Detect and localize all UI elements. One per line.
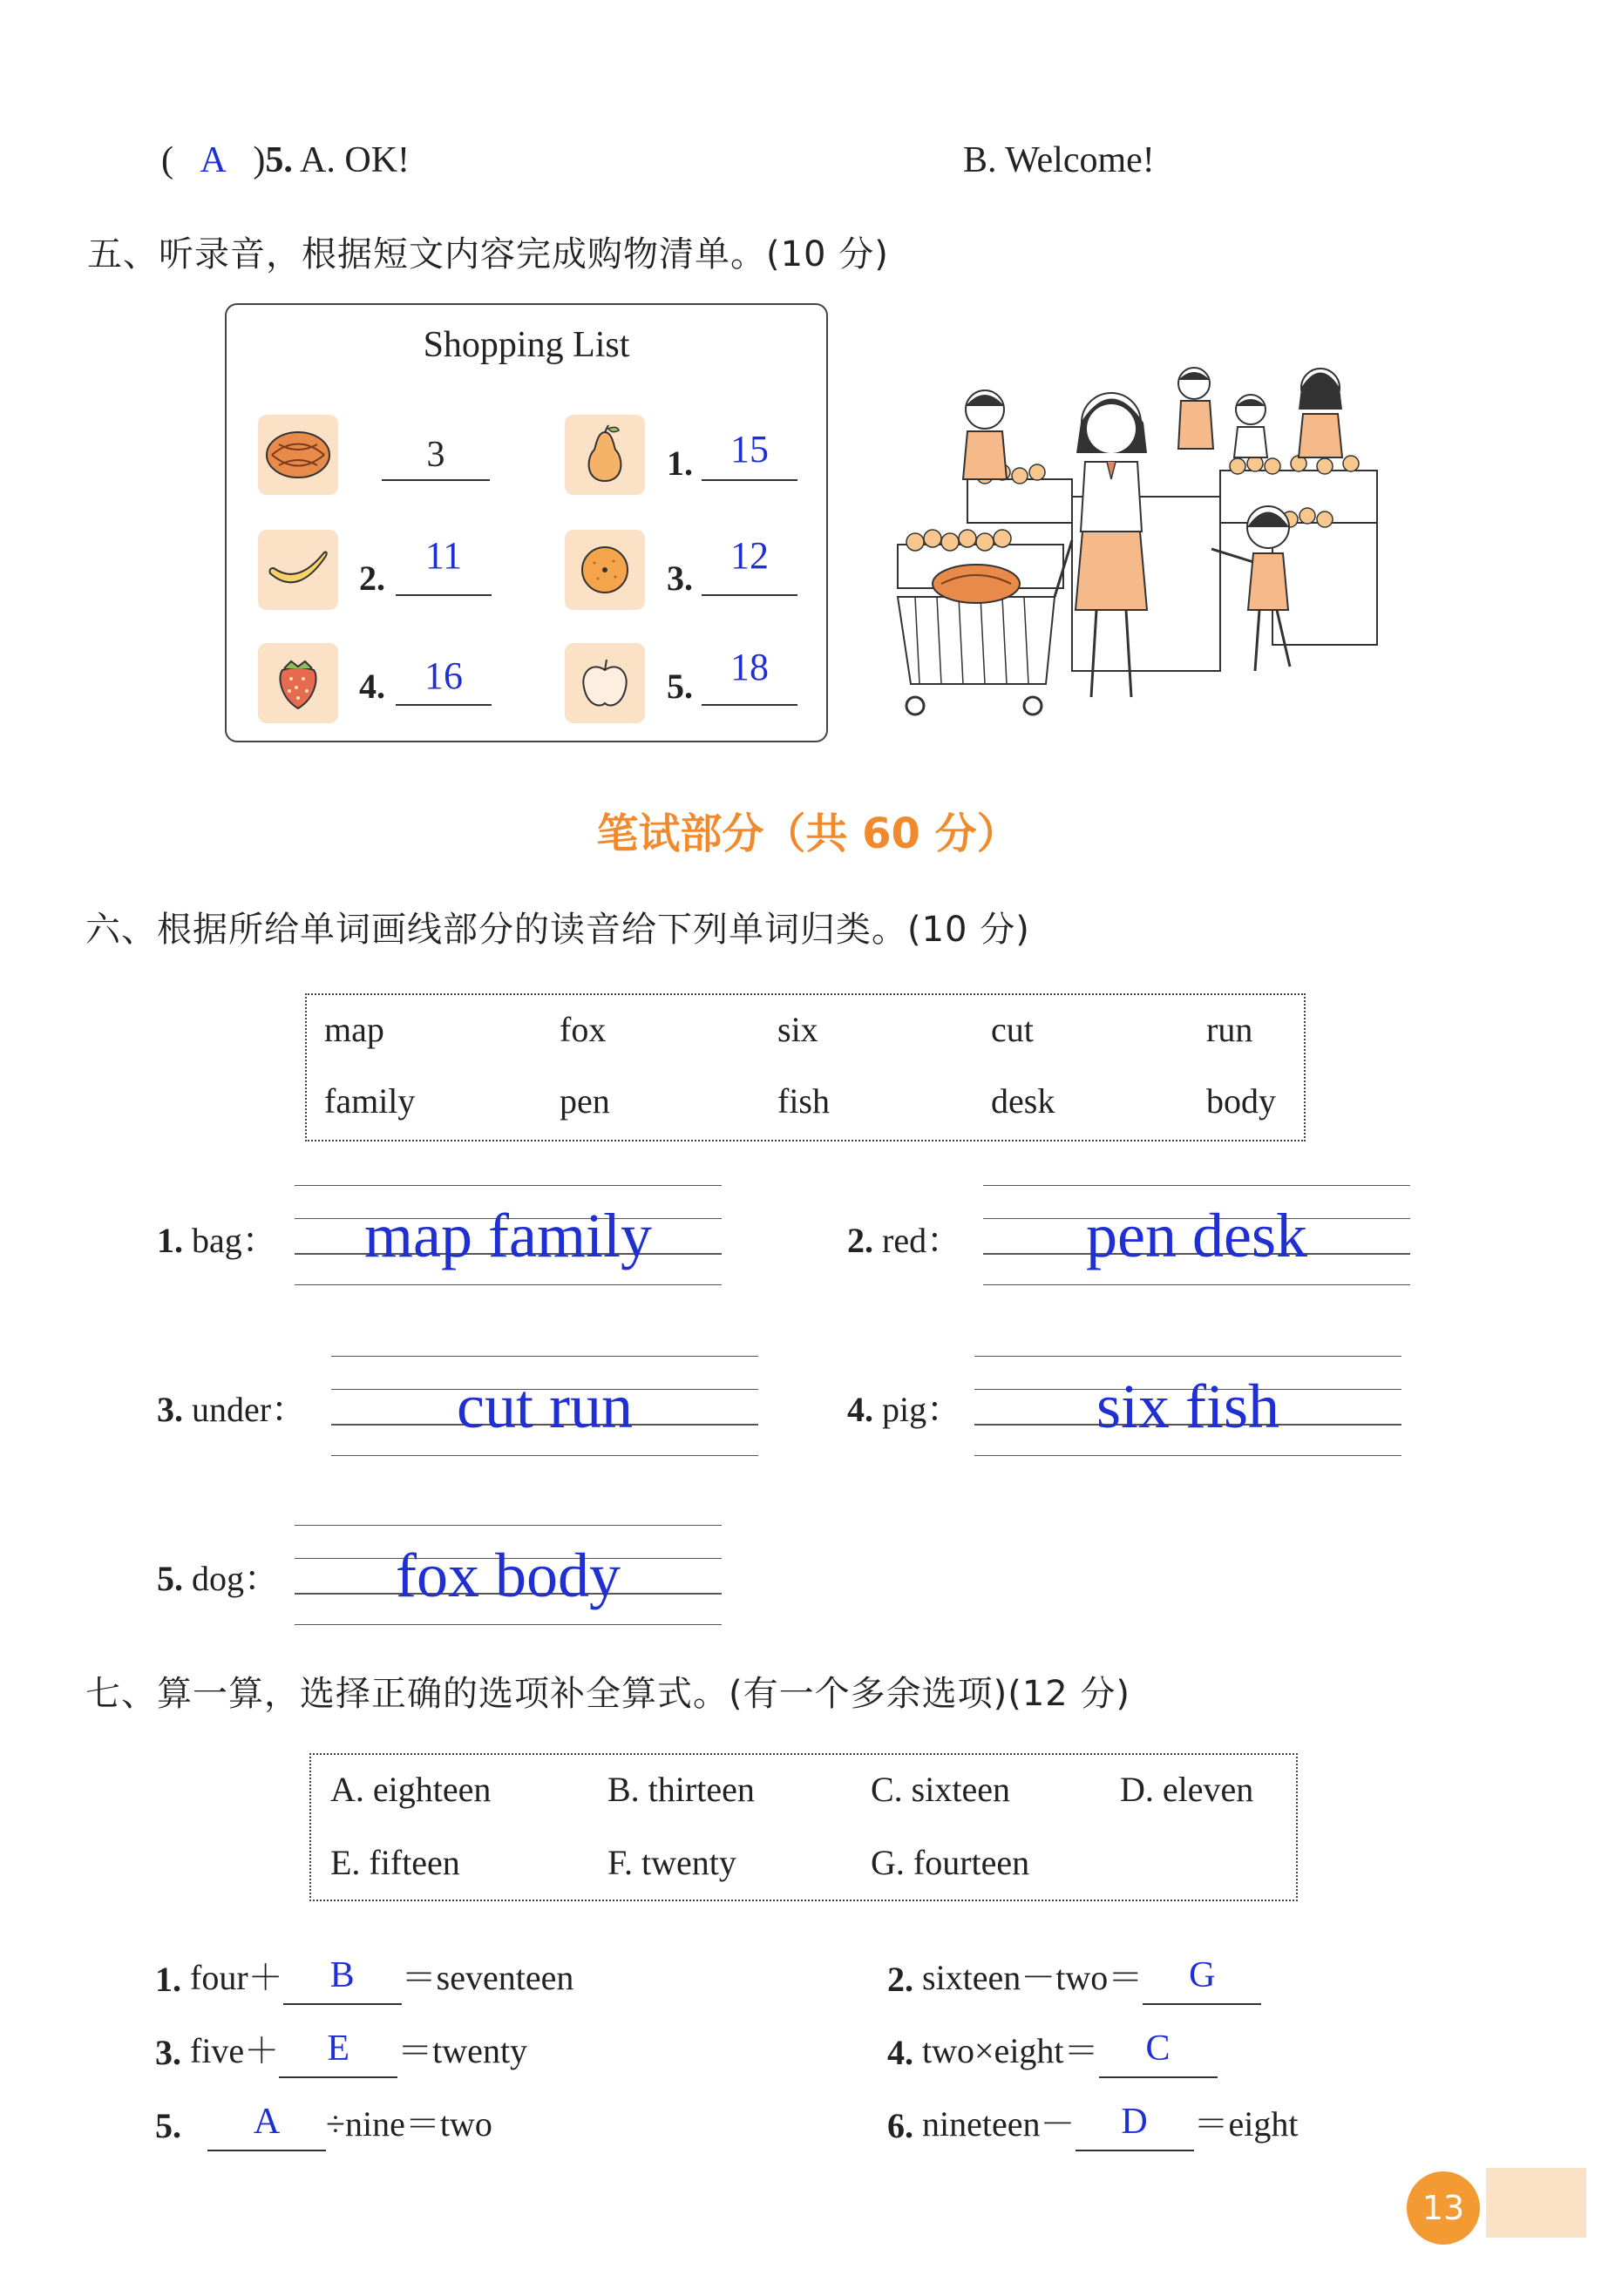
page-number: 13 — [1407, 2171, 1480, 2245]
strawberry-icon — [258, 643, 338, 723]
option-item: D. eleven — [1120, 1770, 1254, 1809]
written-part-heading: 笔试部分（共 60 分） — [596, 809, 1019, 858]
group-answer: six fish — [1096, 1372, 1280, 1441]
apple-answer: 18 — [702, 645, 797, 706]
item-prefix: 1. — [667, 444, 693, 483]
word-bank-box — [305, 993, 1306, 1141]
section7-title: 七、算一算，选择正确的选项补全算式。(有一个多余选项)(12 分) — [85, 1674, 1131, 1714]
equation-answer: E — [279, 2028, 397, 2078]
group-answer: map family — [364, 1201, 652, 1270]
q5-option-a: A. OK! — [300, 140, 411, 180]
group-label: 5. dog： — [157, 1559, 279, 1598]
option-item: F. twenty — [607, 1843, 736, 1882]
word-bank-item: six — [777, 1010, 818, 1049]
q5-row — [161, 139, 410, 181]
section6-title: 六、根据所给单词画线部分的读音给下列单词归类。(10 分) — [85, 910, 1030, 950]
word-bank-item: pen — [560, 1081, 610, 1121]
word-bank-item: body — [1206, 1081, 1276, 1121]
group-label: 1. bag： — [157, 1221, 277, 1260]
paren-open: ( — [161, 140, 173, 180]
banana-answer: 11 — [396, 533, 492, 596]
section5-title: 五、听录音，根据短文内容完成购物清单。(10 分) — [87, 234, 889, 274]
group-label: 2. red： — [847, 1221, 962, 1260]
equation: 5. A ÷nine＝two — [155, 2096, 492, 2146]
q5-option-b: B. Welcome! — [963, 140, 1155, 180]
item-prefix: 5. — [667, 667, 693, 706]
writing-lines — [974, 1356, 1401, 1457]
option-item: B. thirteen — [607, 1770, 755, 1809]
paren-close: ) — [253, 140, 266, 180]
word-bank-item: map — [324, 1010, 384, 1049]
option-item: G. fourteen — [871, 1843, 1030, 1882]
option-item: A. eighteen — [330, 1770, 492, 1809]
pear-answer: 15 — [702, 427, 797, 481]
shopping-list-title: Shopping List — [423, 325, 630, 365]
equation: 3. five＋ E ＝twenty — [155, 2023, 527, 2073]
word-bank-item: family — [324, 1081, 416, 1121]
writing-lines — [983, 1185, 1410, 1286]
group-label: 3. under： — [157, 1390, 307, 1429]
shopping-scene-illustration — [889, 349, 1394, 732]
equation-answer: G — [1143, 1954, 1261, 2005]
equation: 4. two×eight＝ C — [887, 2023, 1218, 2073]
equation-answer: C — [1099, 2028, 1218, 2078]
watermelon-icon — [258, 415, 338, 495]
equation: 2. sixteen－two＝ G — [887, 1950, 1261, 2000]
equation-answer: A — [207, 2101, 326, 2151]
equation: 1. four＋ B ＝seventeen — [155, 1950, 573, 2000]
item-prefix: 3. — [667, 559, 693, 598]
item-prefix: 2. — [359, 559, 385, 598]
word-bank-item: cut — [991, 1010, 1034, 1049]
pear-icon — [565, 415, 645, 495]
strawberry-answer: 16 — [396, 654, 492, 706]
writing-lines — [295, 1185, 722, 1286]
orange-answer: 12 — [702, 533, 797, 596]
word-bank-item: fox — [560, 1010, 607, 1049]
group-answer: pen desk — [1086, 1201, 1307, 1270]
word-bank-item: fish — [777, 1081, 830, 1121]
equation-answer: D — [1076, 2101, 1194, 2151]
group-label: 4. pig： — [847, 1390, 962, 1429]
item-prefix: 4. — [359, 667, 385, 706]
options-box — [309, 1753, 1298, 1901]
writing-lines — [331, 1356, 758, 1457]
page-corner-tab — [1486, 2168, 1586, 2238]
writing-lines — [295, 1525, 722, 1626]
orange-icon — [565, 530, 645, 610]
option-item: C. sixteen — [871, 1770, 1010, 1809]
apple-icon — [565, 643, 645, 723]
equation-answer: B — [283, 1954, 402, 2005]
group-answer: fox body — [396, 1541, 621, 1610]
option-item: E. fifteen — [330, 1843, 460, 1882]
watermelon-answer: 3 — [382, 434, 490, 481]
word-bank-item: desk — [991, 1081, 1055, 1121]
word-bank-item: run — [1206, 1010, 1253, 1049]
banana-icon — [258, 530, 338, 610]
equation: 6. nineteen－ D ＝eight — [887, 2096, 1298, 2146]
shopping-list-box — [225, 303, 828, 742]
group-answer: cut run — [457, 1372, 633, 1441]
q5-answer: A — [200, 140, 227, 180]
q5-number: 5. — [265, 140, 293, 180]
